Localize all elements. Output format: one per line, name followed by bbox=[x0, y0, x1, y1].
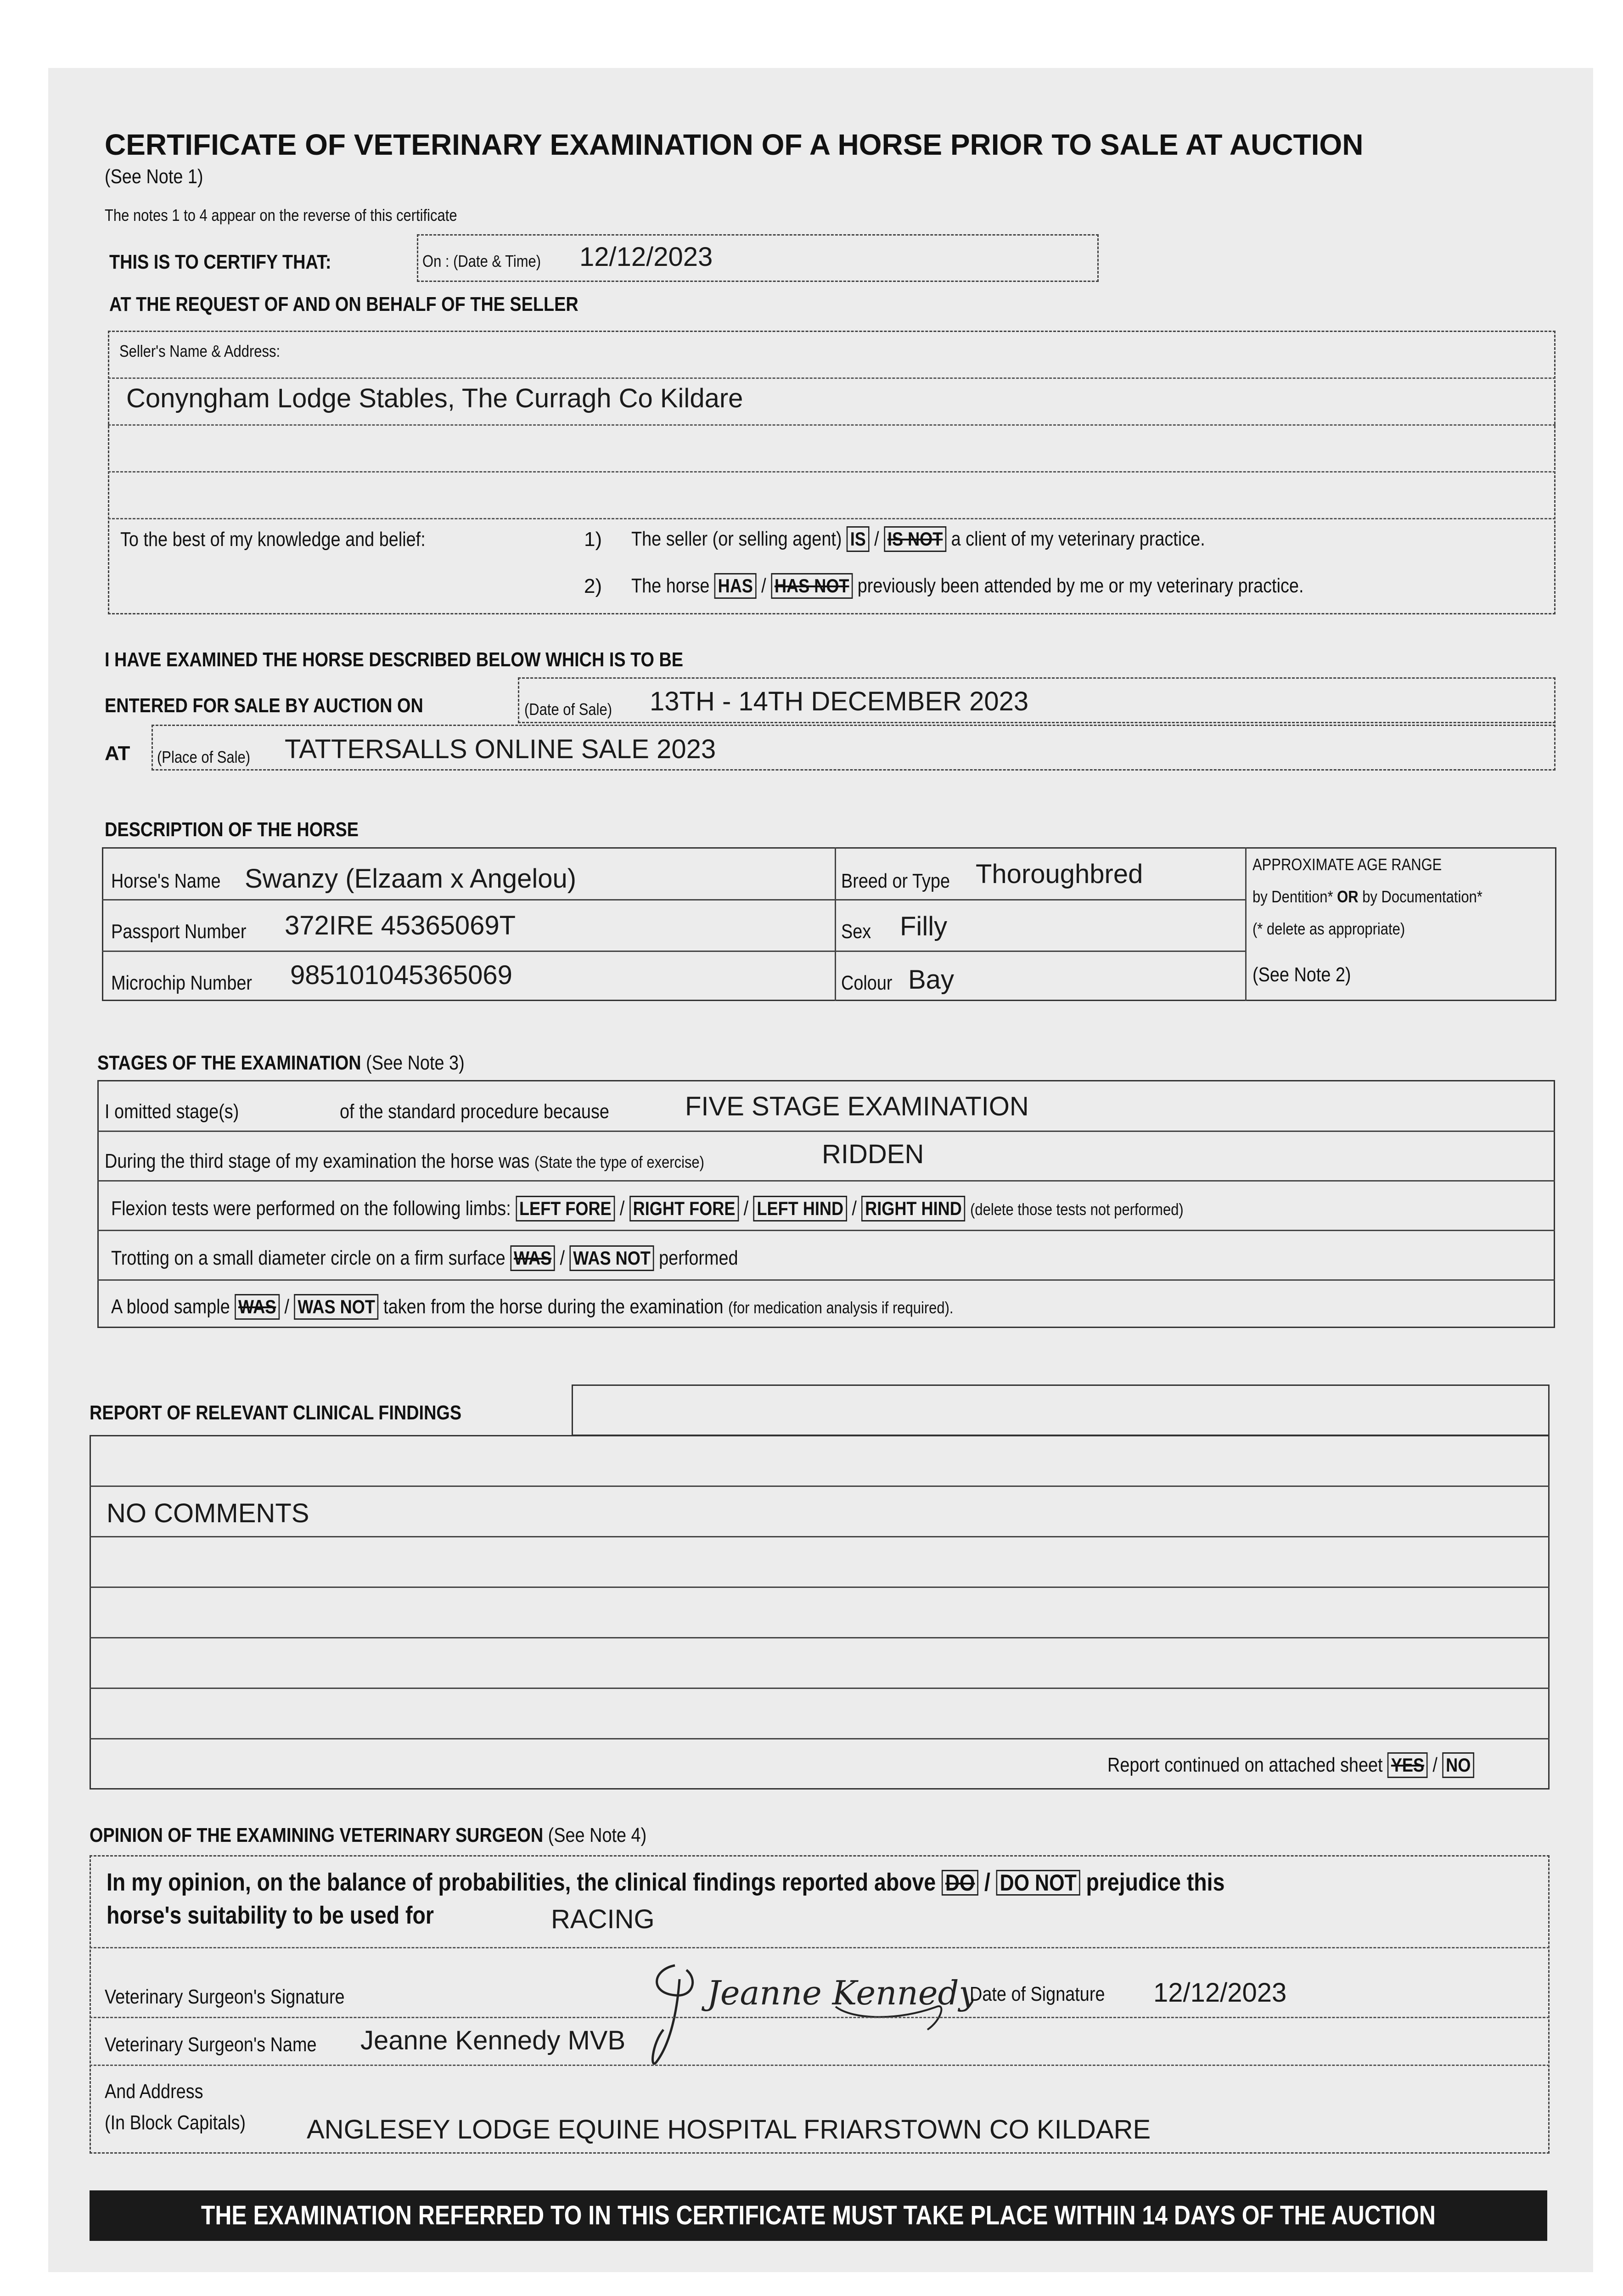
sex-value[interactable]: Filly bbox=[900, 912, 948, 941]
trot-was-not-option[interactable]: WAS NOT bbox=[570, 1245, 654, 1271]
report-box[interactable] bbox=[90, 1435, 1550, 1790]
left-fore-option[interactable]: LEFT FORE bbox=[516, 1196, 615, 1221]
omitted-label: I omitted stage(s) bbox=[105, 1100, 239, 1123]
date-sig-label: Date of Signature bbox=[970, 1983, 1105, 2005]
sex-label: Sex bbox=[841, 920, 871, 943]
do-option[interactable]: DO bbox=[942, 1870, 978, 1896]
opinion-line-2: horse's suitability to be used for bbox=[107, 1902, 434, 1929]
divider bbox=[90, 2065, 1550, 2066]
report-heading-box bbox=[572, 1384, 1550, 1436]
knowledge-label: To the best of my knowledge and belief: bbox=[120, 528, 426, 551]
left-hind-option[interactable]: LEFT HIND bbox=[753, 1196, 847, 1221]
report-no-option[interactable]: NO bbox=[1442, 1752, 1474, 1778]
bottom-banner: THE EXAMINATION REFERRED TO IN THIS CERTIFICATE MUST TAKE PLACE WITHIN 14 DAYS OF THE AUCTION bbox=[90, 2190, 1547, 2241]
age-by-documentation[interactable]: by Documentation* bbox=[1362, 887, 1483, 906]
seller-label: Seller's Name & Address: bbox=[119, 342, 281, 360]
horse-name-label: Horse's Name bbox=[111, 870, 221, 892]
is-not-option[interactable]: IS NOT bbox=[884, 526, 946, 552]
on-label: On : (Date & Time) bbox=[422, 252, 541, 270]
exercise-label: During the third stage of my examination the horse was (State the type of exercise) bbox=[105, 1150, 704, 1172]
certificate-title: CERTIFICATE OF VETERINARY EXAMINATION OF A HORSE PRIOR TO SALE AT AUCTION bbox=[105, 128, 1364, 161]
seller-value[interactable]: Conyngham Lodge Stables, The Curragh Co Kildare bbox=[126, 383, 743, 413]
date-sig-value[interactable]: 12/12/2023 bbox=[1153, 1978, 1287, 2008]
entered-label: ENTERED FOR SALE BY AUCTION ON bbox=[105, 694, 423, 717]
divider bbox=[97, 1279, 1555, 1281]
opinion-value[interactable]: RACING bbox=[551, 1904, 655, 1934]
blood-was-not-option[interactable]: WAS NOT bbox=[294, 1294, 379, 1320]
age-method: by Dentition* OR by Documentation* bbox=[1252, 887, 1483, 906]
age-see-note: (See Note 2) bbox=[1252, 963, 1351, 986]
right-fore-option[interactable]: RIGHT FORE bbox=[629, 1196, 739, 1221]
vet-signature bbox=[643, 1952, 973, 2071]
opinion-line-1: In my opinion, on the balance of probabilities, the clinical findings reported above DO / DO NOT prejudice this bbox=[107, 1868, 1225, 1896]
age-by-dentition[interactable]: by Dentition* bbox=[1252, 887, 1333, 906]
report-heading: REPORT OF RELEVANT CLINICAL FINDINGS bbox=[90, 1401, 462, 1424]
examined-line: I HAVE EXAMINED THE HORSE DESCRIBED BELOW WHICH IS TO BE bbox=[105, 648, 684, 671]
k2-num: 2) bbox=[584, 575, 602, 597]
divider bbox=[102, 899, 1245, 900]
notes-line: The notes 1 to 4 appear on the reverse of this certificate bbox=[105, 206, 457, 225]
on-value: 12/12/2023 bbox=[579, 242, 713, 272]
blood-was-option[interactable]: WAS bbox=[235, 1294, 280, 1320]
omitted-value[interactable]: FIVE STAGE EXAMINATION bbox=[685, 1092, 1029, 1121]
address-value[interactable]: ANGLESEY LODGE EQUINE HOSPITAL FRIARSTOWN CO KILDARE bbox=[307, 2115, 1151, 2144]
divider bbox=[90, 2017, 1550, 2018]
place-label: (Place of Sale) bbox=[157, 748, 251, 766]
date-of-sale-label: (Date of Sale) bbox=[524, 700, 612, 719]
report-value: NO COMMENTS bbox=[107, 1498, 309, 1528]
right-hind-option[interactable]: RIGHT HIND bbox=[861, 1196, 965, 1221]
divider bbox=[102, 951, 1245, 952]
colour-label: Colour bbox=[841, 972, 893, 994]
request-label: AT THE REQUEST OF AND ON BEHALF OF THE SELLER bbox=[109, 293, 578, 315]
vet-name-value[interactable]: Jeanne Kennedy MVB bbox=[360, 2026, 626, 2055]
divider bbox=[108, 377, 1556, 379]
is-option[interactable]: IS bbox=[847, 526, 870, 552]
divider bbox=[90, 1738, 1550, 1739]
divider bbox=[108, 424, 1556, 426]
place-value: TATTERSALLS ONLINE SALE 2023 bbox=[285, 734, 716, 764]
age-title: APPROXIMATE AGE RANGE bbox=[1252, 855, 1442, 874]
divider bbox=[97, 1230, 1555, 1231]
certify-label: THIS IS TO CERTIFY THAT: bbox=[109, 251, 331, 273]
age-delete-note: (* delete as appropriate) bbox=[1252, 919, 1405, 938]
do-not-option[interactable]: DO NOT bbox=[996, 1870, 1080, 1896]
vet-name-label: Veterinary Surgeon's Name bbox=[105, 2033, 317, 2056]
microchip-value[interactable]: 985101045365069 bbox=[290, 960, 512, 990]
has-option[interactable]: HAS bbox=[714, 573, 757, 599]
k1-num: 1) bbox=[584, 528, 602, 551]
divider bbox=[90, 1637, 1550, 1638]
address-label-1: And Address bbox=[105, 2080, 203, 2103]
divider bbox=[1245, 847, 1247, 1001]
at-label: AT bbox=[105, 742, 130, 765]
k2-row: The horse HAS / HAS NOT previously been attended by me or my veterinary practice. bbox=[631, 573, 1413, 599]
signature-label: Veterinary Surgeon's Signature bbox=[105, 1986, 345, 2008]
stages-heading: STAGES OF THE EXAMINATION (See Note 3) bbox=[97, 1052, 465, 1074]
description-heading: DESCRIPTION OF THE HORSE bbox=[105, 818, 359, 841]
k1-row: The seller (or selling agent) IS / IS NOT a client of my veterinary practice. bbox=[631, 526, 1298, 552]
trot-row: Trotting on a small diameter circle on a firm surface WAS / WAS NOT performed bbox=[111, 1245, 840, 1271]
report-continued-row: Report continued on attached sheet YES / NO bbox=[1107, 1752, 1534, 1778]
trot-was-option[interactable]: WAS bbox=[510, 1245, 555, 1271]
divider bbox=[835, 847, 836, 1001]
divider bbox=[97, 1131, 1555, 1132]
report-yes-option[interactable]: YES bbox=[1387, 1752, 1428, 1778]
divider bbox=[97, 1180, 1555, 1182]
omitted-because-label: of the standard procedure because bbox=[340, 1100, 609, 1123]
seller-box bbox=[108, 331, 1556, 614]
svg-text:Jeanne Kennedy: Jeanne Kennedy bbox=[707, 1974, 973, 2012]
divider bbox=[108, 518, 1556, 519]
microchip-label: Microchip Number bbox=[111, 972, 253, 994]
date-of-sale-value: 13TH - 14TH DECEMBER 2023 bbox=[650, 687, 1029, 716]
divider bbox=[90, 1536, 1550, 1537]
exercise-value[interactable]: RIDDEN bbox=[822, 1139, 924, 1169]
divider bbox=[90, 1947, 1550, 1948]
has-not-option[interactable]: HAS NOT bbox=[771, 573, 853, 599]
colour-value[interactable]: Bay bbox=[908, 965, 954, 995]
opinion-heading: OPINION OF THE EXAMINING VETERINARY SURGEON (See Note 4) bbox=[90, 1824, 647, 1846]
divider bbox=[90, 1688, 1550, 1689]
passport-value[interactable]: 372IRE 45365069T bbox=[285, 911, 516, 940]
breed-label: Breed or Type bbox=[841, 870, 950, 892]
passport-label: Passport Number bbox=[111, 920, 247, 943]
divider bbox=[90, 1587, 1550, 1588]
breed-value[interactable]: Thoroughbred bbox=[976, 859, 1143, 889]
see-note-1: (See Note 1) bbox=[105, 165, 203, 188]
divider bbox=[90, 1486, 1550, 1487]
blood-row: A blood sample WAS / WAS NOT taken from the horse during the examination (for medication analysis if required). bbox=[111, 1294, 1090, 1320]
address-label-2: (In Block Capitals) bbox=[105, 2111, 246, 2134]
flexion-row: Flexion tests were performed on the following limbs: LEFT FORE / RIGHT FORE / LEFT HIND / RIGHT HIND (delete those tests not performed) bbox=[111, 1196, 1358, 1221]
horse-name-value[interactable]: Swanzy (Elzaam x Angelou) bbox=[245, 864, 577, 894]
divider bbox=[108, 471, 1556, 473]
